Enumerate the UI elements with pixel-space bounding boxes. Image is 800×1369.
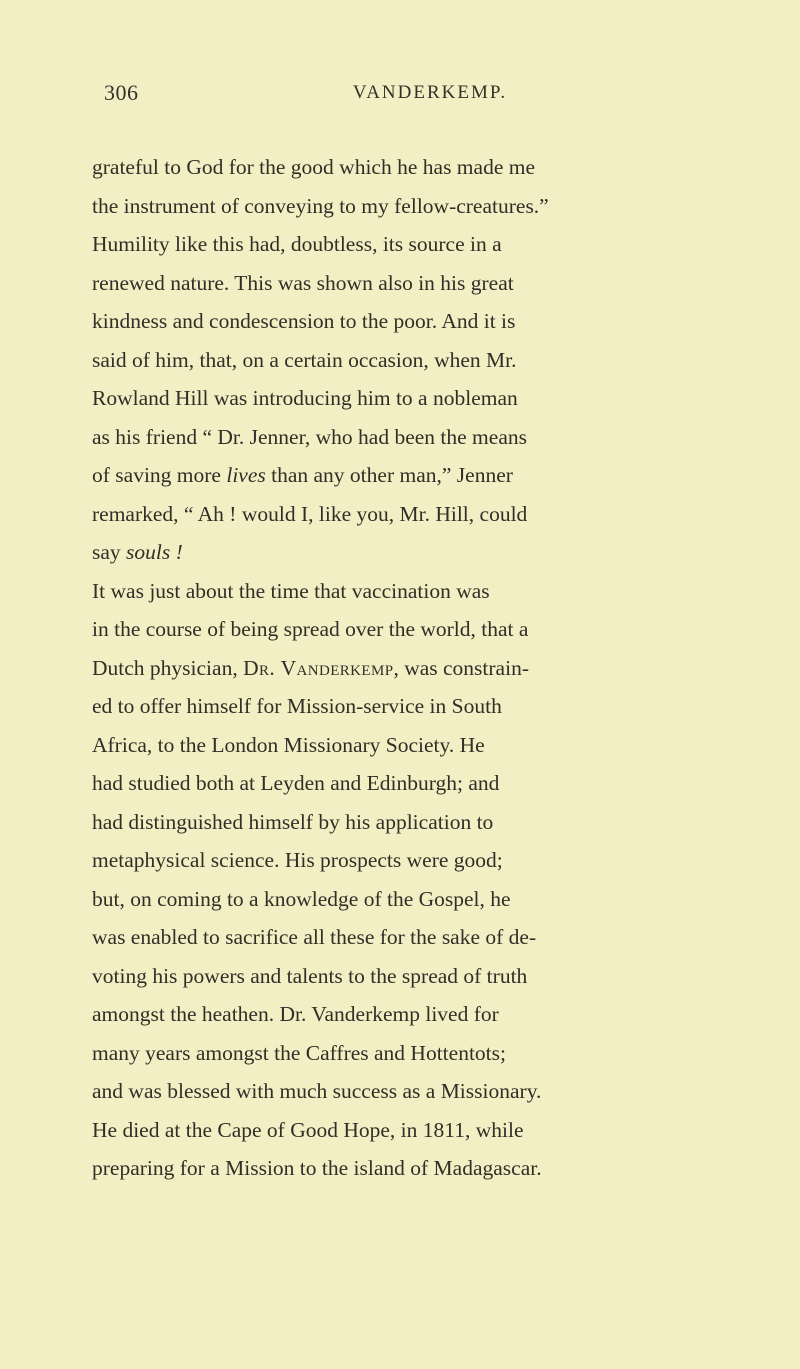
text-line: but, on coming to a knowledge of the Gospel, he — [92, 886, 511, 911]
text-line: and was blessed with much success as a Missionary. — [92, 1079, 542, 1103]
page-header — [92, 80, 708, 120]
running-head: VANDERKEMP. — [352, 82, 508, 103]
text-line: It was just about the time that vaccination was — [92, 578, 490, 603]
text-line: voting his powers and talents to the spread of truth — [92, 963, 528, 988]
text-line: had studied both at Leyden and Edinburgh; and — [92, 771, 500, 795]
text-line: kindness and condescension to the poor. And it is — [92, 309, 516, 333]
text-line: amongst the heathen. Dr. Vanderkemp lived for — [92, 1002, 499, 1026]
text-line: grateful to God for the good which he has made me — [92, 155, 536, 179]
text-line: the instrument of conveying to my fellow-creatures.” — [92, 193, 549, 218]
italic-word: lives — [226, 463, 266, 487]
text-line: renewed nature. This was shown also in his great — [92, 270, 514, 295]
paragraph-2 — [92, 225, 708, 572]
text-line: remarked, “ Ah ! would I, like you, Mr. Hill, could — [92, 501, 528, 526]
small-caps-name: Dr. Vanderkemp — [243, 655, 394, 680]
text-line: was enabled to sacrifice all these for the sake of de- — [92, 925, 537, 949]
text-line: preparing for a Mission to the island of Madagascar. — [92, 1156, 542, 1180]
text-line: as his friend “ Dr. Jenner, who had been the means — [92, 424, 527, 449]
text-line: said of him, that, on a certain occasion, when Mr. — [92, 347, 517, 372]
text-line-with-italic: say souls ! — [92, 540, 183, 564]
text-line-with-smallcaps: Dutch physician, Dr. Vanderkemp, was constrain- — [92, 655, 529, 680]
text-line: many years amongst the Caffres and Hottentots; — [92, 1040, 506, 1065]
text-line: metaphysical science. His prospects were good; — [92, 848, 503, 872]
text-line-with-italic: of saving more lives than any other man,” Jenner — [92, 463, 513, 487]
text-line: had distinguished himself by his application to — [92, 809, 494, 834]
text-line: Rowland Hill was introducing him to a nobleman — [92, 386, 518, 410]
text-line: He died at the Cape of Good Hope, in 1811, while — [92, 1117, 524, 1142]
text-line: Africa, to the London Missionary Society. He — [92, 732, 485, 757]
paragraph-1 — [92, 148, 708, 225]
page-body — [92, 148, 708, 1188]
page-number: 306 — [104, 80, 139, 105]
paragraph-3 — [92, 572, 708, 1188]
text-line: Humility like this had, doubtless, its source in a — [92, 232, 502, 256]
text-line: in the course of being spread over the world, that a — [92, 617, 529, 641]
italic-word: souls ! — [126, 540, 183, 564]
text-line: ed to offer himself for Mission-service in South — [92, 694, 502, 718]
